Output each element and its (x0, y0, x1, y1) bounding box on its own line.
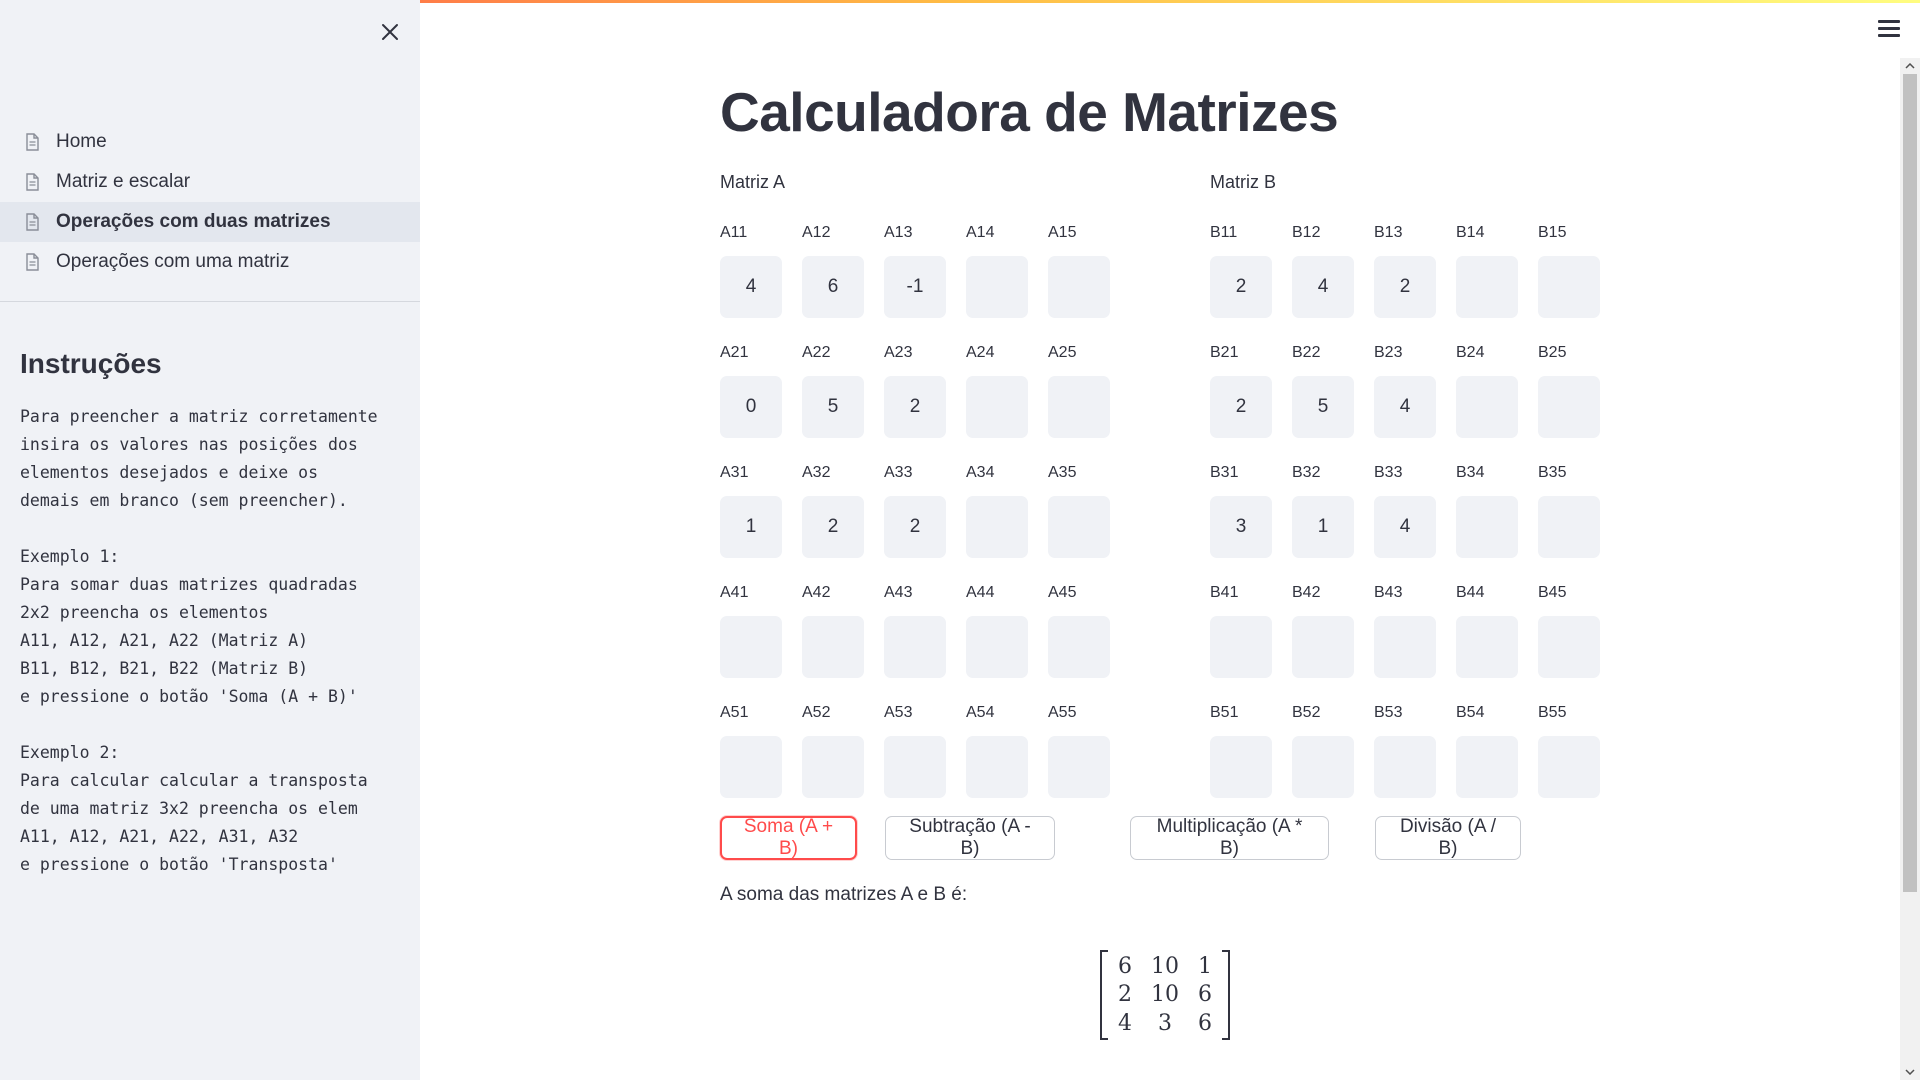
matrix_a-cell-label: A45 (1048, 584, 1077, 601)
sidebar-item-3[interactable] (0, 242, 420, 282)
matrix_b-input-12[interactable]: 4 (1292, 256, 1354, 318)
matrix_b-cell-label: B33 (1374, 464, 1403, 481)
matrix_a-input-44[interactable] (966, 616, 1028, 678)
matrix_b-input-53[interactable] (1374, 736, 1436, 798)
scrollbar-thumb[interactable] (1903, 74, 1917, 892)
matrix_a-input-54[interactable] (966, 736, 1028, 798)
matrix_b-input-25[interactable] (1538, 376, 1600, 438)
matrix_b-input-55[interactable] (1538, 736, 1600, 798)
matrix_a-input-53[interactable] (884, 736, 946, 798)
matrix_a-input-13[interactable]: -1 (884, 256, 946, 318)
sum-button[interactable]: Soma (A + B) (720, 816, 857, 860)
matrix_b-input-44[interactable] (1456, 616, 1518, 678)
matrix_b-cell-label: B51 (1210, 704, 1239, 721)
matrix_b-cell-label: B12 (1292, 224, 1321, 241)
matrix_b-cell-label: B21 (1210, 344, 1239, 361)
matrix_a-cell-label: A53 (884, 704, 913, 721)
matrix_a-cell-label: A51 (720, 704, 749, 721)
matrix_a-input-35[interactable] (1048, 496, 1110, 558)
matrix_b-input-43[interactable] (1374, 616, 1436, 678)
document-icon (22, 172, 42, 192)
matrix_b-cell-label: B11 (1210, 224, 1238, 241)
close-icon (381, 23, 399, 41)
document-icon (22, 132, 42, 152)
matrix_a-cell-label: A13 (884, 224, 913, 241)
matrix_a-cell-label: A43 (884, 584, 913, 601)
scroll-up-arrow[interactable] (1900, 58, 1920, 74)
matrix_b-input-11[interactable]: 2 (1210, 256, 1272, 318)
matrix_a-input-43[interactable] (884, 616, 946, 678)
multiply-button[interactable]: Multiplicação (A * B) (1130, 816, 1329, 860)
matrix_b-cell-label: B14 (1456, 224, 1485, 241)
matrix_b-cell-label: B31 (1210, 464, 1239, 481)
matrix_a-cell-label: A41 (720, 584, 749, 601)
result-cell: 10 (1151, 982, 1179, 1008)
page-title: Calculadora de Matrizes (720, 81, 1339, 143)
matrix_b-cell-label: B45 (1538, 584, 1567, 601)
matrix_b-cell-label: B13 (1374, 224, 1403, 241)
matrix_a-input-33[interactable]: 2 (884, 496, 946, 558)
result-cell: 6 (1118, 953, 1132, 979)
result-matrix (1100, 950, 1230, 1040)
matrix_b-cell-label: B54 (1456, 704, 1485, 721)
document-icon (22, 252, 42, 272)
matrix_a-cell-label: A12 (802, 224, 831, 241)
matrix_a-input-12[interactable]: 6 (802, 256, 864, 318)
matrix_a-cell-label: A25 (1048, 344, 1077, 361)
matrix_a-input-51[interactable] (720, 736, 782, 798)
matrix_b-input-15[interactable] (1538, 256, 1600, 318)
matrix_b-cell-label: B53 (1374, 704, 1403, 721)
result-cell: 6 (1198, 982, 1212, 1008)
matrix_b-cell-label: B55 (1538, 704, 1567, 721)
matrix_a-input-11[interactable]: 4 (720, 256, 782, 318)
matrix_b-input-45[interactable] (1538, 616, 1600, 678)
matrix_b-cell-label: B44 (1456, 584, 1485, 601)
matrix_a-input-15[interactable] (1048, 256, 1110, 318)
sidebar-item-1[interactable] (0, 162, 420, 202)
result-cell: 1 (1198, 953, 1212, 979)
instructions-text: Para preencher a matriz corretamente insira os valores nas posições dos elementos desejados e deixe os demais em branco (sem preencher). Exemplo 1: Para somar duas matrizes quadradas 2x2 preencha os elementos A11, A12, A21, A22 (Matriz A) B11, B12, B21, B22 (Matriz B) e pressione o botão 'Soma (A + B)' Exemplo 2: Para calcular calcular a transposta de uma matriz 3x2 preencha os elem A11, A12, A21, A22, A31, A32 e pressione o botão 'Transposta' (20, 407, 378, 874)
result-cell: 4 (1118, 1011, 1132, 1037)
matrix_b-input-33[interactable]: 4 (1374, 496, 1436, 558)
close-sidebar-button[interactable] (376, 18, 404, 46)
result-cell: 3 (1158, 1011, 1172, 1037)
matrix_b-cell-label: B23 (1374, 344, 1403, 361)
matrix_b-cell-label: B35 (1538, 464, 1567, 481)
matrix_b-input-22[interactable]: 5 (1292, 376, 1354, 438)
matrix_b-cell-label: B25 (1538, 344, 1567, 361)
matrix_a-cell-label: A33 (884, 464, 913, 481)
matrix_a-cell-label: A52 (802, 704, 831, 721)
matrix_b-cell-label: B34 (1456, 464, 1485, 481)
sidebar-item-label: Operações com duas matrizes (56, 211, 331, 232)
matrix_b-cell-label: B43 (1374, 584, 1403, 601)
matrix_b-cell-label: B22 (1292, 344, 1321, 361)
matrix_b-cell-label: B42 (1292, 584, 1321, 601)
matrix-b-label: Matriz B (1210, 172, 1277, 192)
matrix_a-input-25[interactable] (1048, 376, 1110, 438)
matrix_b-input-42[interactable] (1292, 616, 1354, 678)
matrix_a-cell-label: A44 (966, 584, 995, 601)
matrix_a-input-32[interactable]: 2 (802, 496, 864, 558)
matrix_a-cell-label: A34 (966, 464, 995, 481)
matrix_a-input-42[interactable] (802, 616, 864, 678)
sidebar (0, 0, 420, 1080)
matrix_b-input-31[interactable]: 3 (1210, 496, 1272, 558)
matrix_a-input-45[interactable] (1048, 616, 1110, 678)
matrix_a-cell-label: A15 (1048, 224, 1077, 241)
matrix_a-input-41[interactable] (720, 616, 782, 678)
chevron-up-icon (1905, 63, 1915, 69)
matrix_b-input-14[interactable] (1456, 256, 1518, 318)
subtract-button[interactable]: Subtração (A - B) (885, 816, 1055, 860)
matrix_a-input-31[interactable]: 1 (720, 496, 782, 558)
matrix_a-cell-label: A32 (802, 464, 831, 481)
divide-button[interactable]: Divisão (A / B) (1375, 816, 1521, 860)
matrix_a-input-55[interactable] (1048, 736, 1110, 798)
sidebar-item-label: Operações com uma matriz (56, 251, 290, 272)
matrix_b-input-35[interactable] (1538, 496, 1600, 558)
main-menu-button[interactable] (1878, 20, 1900, 40)
sidebar-item-0[interactable] (0, 122, 420, 162)
matrix_a-cell-label: A42 (802, 584, 831, 601)
scroll-down-arrow[interactable] (1900, 1064, 1920, 1080)
sidebar-item-label: Home (56, 131, 107, 152)
sidebar-item-label: Matriz e escalar (56, 171, 191, 192)
sidebar-item-2[interactable] (0, 202, 420, 242)
matrix_a-cell-label: A31 (720, 464, 749, 481)
matrix_b-cell-label: B32 (1292, 464, 1321, 481)
result-cell: 6 (1198, 1011, 1212, 1037)
matrix_b-input-13[interactable]: 2 (1374, 256, 1436, 318)
matrix_a-input-34[interactable] (966, 496, 1028, 558)
left-bracket (1100, 950, 1108, 1040)
chevron-down-icon (1905, 1069, 1915, 1075)
matrix_a-input-14[interactable] (966, 256, 1028, 318)
matrix_b-cell-label: B41 (1210, 584, 1239, 601)
result-cell: 2 (1118, 982, 1132, 1008)
matrix_a-cell-label: A22 (802, 344, 831, 361)
result-matrix-grid (1108, 950, 1222, 1040)
matrix_b-input-52[interactable] (1292, 736, 1354, 798)
right-bracket (1222, 950, 1230, 1040)
matrix_a-cell-label: A54 (966, 704, 995, 721)
matrix_b-input-51[interactable] (1210, 736, 1272, 798)
matrix_b-input-24[interactable] (1456, 376, 1518, 438)
matrix_b-input-32[interactable]: 1 (1292, 496, 1354, 558)
matrix_a-input-24[interactable] (966, 376, 1028, 438)
matrix_b-cell-label: B52 (1292, 704, 1321, 721)
matrix-a-label: Matriz A (720, 172, 786, 192)
matrix_b-input-23[interactable]: 4 (1374, 376, 1436, 438)
matrix_a-cell-label: A55 (1048, 704, 1077, 721)
matrix_a-input-22[interactable]: 5 (802, 376, 864, 438)
matrix_b-input-21[interactable]: 2 (1210, 376, 1272, 438)
matrix_b-input-54[interactable] (1456, 736, 1518, 798)
matrix_a-cell-label: A23 (884, 344, 913, 361)
instructions-title: Instruções (20, 348, 162, 379)
matrix_b-input-34[interactable] (1456, 496, 1518, 558)
matrix_a-cell-label: A11 (720, 224, 748, 241)
matrix_a-cell-label: A24 (966, 344, 995, 361)
matrix_b-cell-label: B15 (1538, 224, 1567, 241)
matrix_a-input-23[interactable]: 2 (884, 376, 946, 438)
document-icon (22, 212, 42, 232)
matrix_b-input-41[interactable] (1210, 616, 1272, 678)
result-text: A soma das matrizes A e B é: (720, 884, 968, 905)
matrix_a-cell-label: A21 (720, 344, 749, 361)
sidebar-nav (0, 122, 420, 282)
matrix_a-cell-label: A14 (966, 224, 995, 241)
sidebar-divider (0, 301, 420, 302)
result-cell: 10 (1151, 953, 1179, 979)
matrix_a-cell-label: A35 (1048, 464, 1077, 481)
matrix_a-input-21[interactable]: 0 (720, 376, 782, 438)
matrix_a-input-52[interactable] (802, 736, 864, 798)
matrix_b-cell-label: B24 (1456, 344, 1485, 361)
